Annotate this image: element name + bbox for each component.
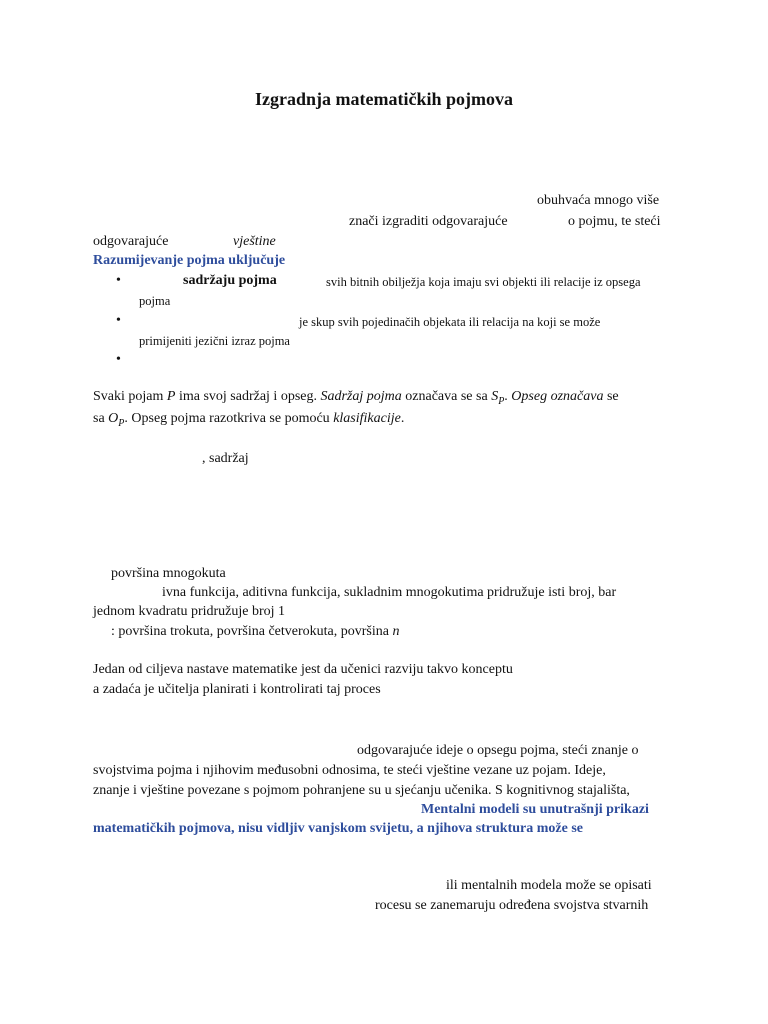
page-title: Izgradnja matematičkih pojmova <box>255 89 513 109</box>
symbol-S-subscript: P <box>498 395 505 407</box>
bullet-1-marker: • <box>116 273 121 288</box>
symbol-S: S <box>491 389 499 404</box>
bullet-2-marker: • <box>116 313 121 328</box>
para5-line1: ili mentalnih modela može se opisati <box>446 878 652 893</box>
para5-line2: rocesu se zanemaruju određena svojstva stvarnih <box>375 898 649 913</box>
para4-line3: znanje i vještine povezane s pojmom pohranjene su u sjećanju učenika. S kognitivnog stajališta, <box>93 783 630 798</box>
para2-line2 <box>93 410 404 433</box>
povrsina-text: : površina trokuta, površina četverokuta, površina <box>111 624 393 639</box>
para4-line5: matematičkih pojmova, nisu vidljiv vanjskom svijetu, a njihova struktura može se <box>93 821 584 836</box>
term-opseg-oznacava: Opseg označava <box>511 389 604 404</box>
povrsina-line3: jednom kvadratu pridružuje broj 1 <box>93 604 286 619</box>
para4-line1: odgovarajuće ideje o opsegu pojma, steći znanje o <box>357 743 639 758</box>
para2-text: . <box>504 389 512 404</box>
povrsina-line2: ivna funkcija, aditivna funkcija, sukladnim mnogokutima pridružuje isti broj, bar <box>162 585 617 600</box>
para2-text: se <box>603 389 619 404</box>
symbol-O: O <box>108 411 119 426</box>
bullet-2-text: je skup svih pojedinačih objekata ili relacija na koji se može <box>299 315 601 329</box>
symbol-P: P <box>166 389 176 404</box>
sadrzaj-fragment: , sadržaj <box>202 451 249 466</box>
povrsina-line4 <box>111 623 399 641</box>
bullet-1-cont: pojma <box>139 294 171 308</box>
povrsina-line1: površina mnogokuta <box>111 566 226 581</box>
bullet-2-cont: primijeniti jezični izraz pojma <box>139 334 290 348</box>
para3-line1: Jedan od ciljeva nastave matematike jest da učenici razviju takvo konceptu <box>93 662 513 677</box>
para2-text: označava se sa <box>401 389 492 404</box>
para2-text: Svaki pojam <box>93 389 167 404</box>
para4-line4: Mentalni modeli su unutrašnji prikazi <box>421 802 649 817</box>
section-heading-razumijevanje: Razumijevanje pojma uključuje <box>93 253 286 268</box>
term-sadrzaj-pojma: Sadržaj pojma <box>320 389 402 404</box>
para1-line3a: odgovarajuće <box>93 234 169 249</box>
para4-line2: svojstvima pojma i njihovim međusobni odnosima, te steći vještine vezane uz pojam. Ideje, <box>93 763 606 778</box>
para1-line2a: znači izgraditi odgovarajuće <box>349 214 508 229</box>
para1-line3b: vještine <box>233 234 276 249</box>
bullet-3-marker: • <box>116 352 121 367</box>
bullet-1-bold: sadržaju pojma <box>183 273 277 288</box>
para1-line1: obuhvaća mnogo više <box>537 193 660 208</box>
para2-text: . Opseg pojma razotkriva se pomoću <box>124 411 334 426</box>
para1-line2b: o pojmu, te steći <box>568 214 661 229</box>
para2-text: ima svoj sadržaj i opseg. <box>175 389 321 404</box>
symbol-n: n <box>392 624 400 639</box>
term-klasifikacije: klasifikacije <box>333 411 401 426</box>
bullet-1-text: svih bitnih obilježja koja imaju svi objekti ili relacije iz opsega <box>326 275 641 289</box>
para2-text: . <box>400 411 405 426</box>
para2-text: sa <box>93 411 109 426</box>
para3-line2: a zadaća je učitelja planirati i kontrolirati taj proces <box>93 682 381 697</box>
para2-line1 <box>93 388 619 411</box>
symbol-O-subscript: P <box>118 417 125 429</box>
